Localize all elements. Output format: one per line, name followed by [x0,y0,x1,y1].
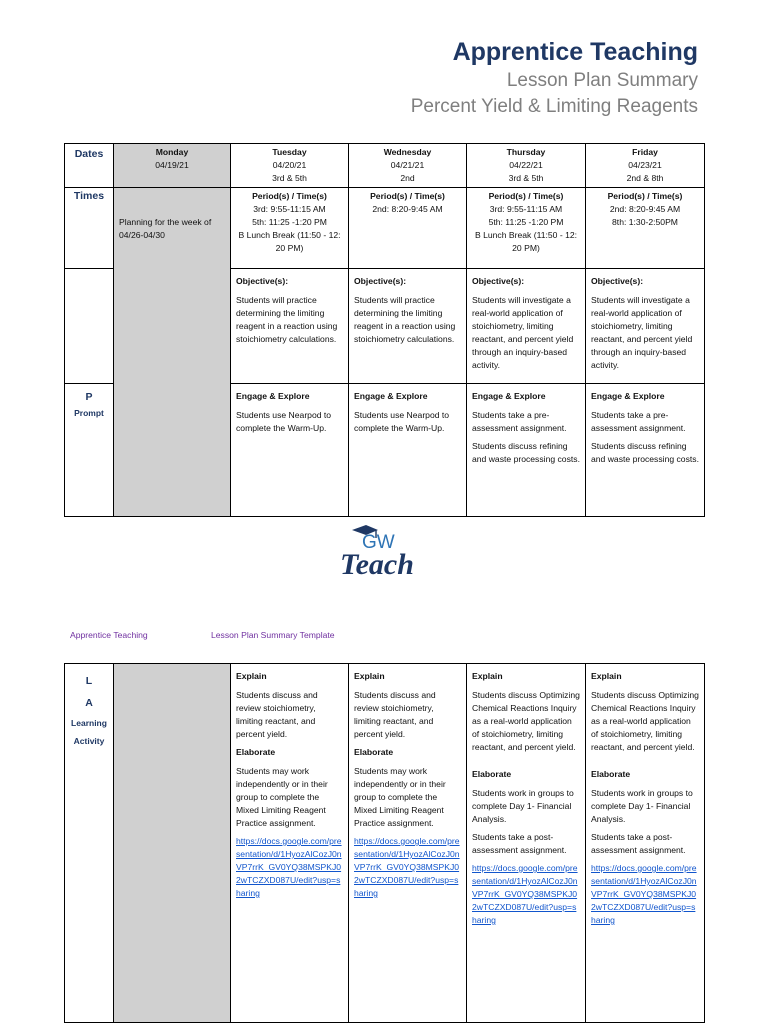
footer-right: Lesson Plan Summary Template [211,630,335,640]
times-tuesday [231,188,349,269]
logo-gw: GW [362,532,395,553]
day-periods: 3rd & 5th [508,173,544,183]
engage-label: Engage & Explore [236,391,310,401]
gw-teach-logo [336,524,438,580]
time-line: 2nd: 8:20-9:45 AM [609,204,681,214]
dates-label: Dates [65,144,114,188]
explain-text: Students discuss and review stoichiometry, limiting reactant, and percent yield. [354,690,436,739]
engage-wednesday [349,384,467,517]
monday-note-cell [114,188,231,517]
day-header-friday [586,144,705,188]
day-periods: 3rd & 5th [272,173,307,183]
time-line: 2nd: 8:20-9:45 AM [372,204,443,214]
google-slides-link[interactable]: https://docs.google.com/presentation/d/1HyozAlCozJ0nVP7rrK_GV0YQ38MSPKJ02wTCZXD087U/edit?usp=sharing [591,863,697,925]
day-date: 04/22/21 [509,160,543,170]
p-label: P [85,391,93,403]
objective-thursday [467,269,586,384]
objective-label: Objective(s): [591,276,644,286]
lesson-plan-table-1 [64,143,705,517]
lesson-topic: Percent Yield & Limiting Reagents [410,96,698,117]
learning-tuesday [231,664,349,1023]
explain-label: Explain [236,671,267,681]
day-header-thursday [467,144,586,188]
times-friday [586,188,705,269]
page-title: Apprentice Teaching [452,38,698,66]
page-subtitle: Lesson Plan Summary [506,70,698,91]
objective-text: Students will investigate a real-world application of stoichiometry, limiting reactant, and percent yield through an inquiry-based activity. [472,295,574,370]
day-name: Thursday [506,147,546,157]
learning-friday [586,664,705,1023]
day-header-tuesday [231,144,349,188]
footer-left: Apprentice Teaching [70,630,148,640]
engage-text: Students use Nearpod to complete the Warm-Up. [236,410,332,433]
learning-activity-row-header [65,664,114,1023]
engage-label: Engage & Explore [591,391,665,401]
day-name: Monday [155,147,189,157]
elaborate-label: Elaborate [354,747,394,757]
objective-row-header [65,269,114,384]
objective-label: Objective(s): [354,276,407,286]
time-line: 5th: 11:25 -1:20 PM [488,217,564,227]
explain-text: Students discuss Optimizing Chemical Reactions Inquiry as a real-world application of stoichiometry, limiting reactant, and percent yield. [472,690,580,752]
engage-text: Students discuss refining and waste processing costs. [591,441,699,464]
explain-label: Explain [472,671,503,681]
times-thursday [467,188,586,269]
objective-wednesday [349,269,467,384]
objective-text: Students will investigate a real-world application of stoichiometry, limiting reactant, and percent yield through an inquiry-based activity. [591,295,693,370]
lesson-plan-table-2 [64,663,705,1023]
engage-text: Students discuss refining and waste processing costs. [472,441,580,464]
time-line: 5th: 11:25 -1:20 PM [252,217,327,227]
engage-text: Students take a pre-assessment assignment. [591,410,686,433]
day-periods: 2nd & 8th [626,173,664,183]
day-name: Wednesday [383,147,432,157]
engage-thursday [467,384,586,517]
activity-label: Activity [73,736,105,746]
period-label: Period(s) / Time(s) [488,191,564,201]
time-line: B Lunch Break (11:50 - 12: 20 PM) [238,230,341,253]
page-header [411,36,698,120]
a-label: A [85,697,93,709]
objective-text: Students will practice determining the limiting reagent in a reaction using stoichiometry calculations. [236,295,338,344]
day-name: Friday [632,147,658,157]
time-line: 3rd: 9:55-11:15 AM [253,204,326,214]
prompt-row-header [65,384,114,517]
objective-label: Objective(s): [236,276,289,286]
explain-text: Students discuss and review stoichiometry, limiting reactant, and percent yield. [236,690,318,739]
elaborate-text: Students work in groups to complete Day 1- Financial Analysis. [591,788,693,824]
elaborate-text: Students may work independently or in their group to complete the Mixed Limiting Reagent Practice assignment. [236,766,328,828]
day-header-wednesday [349,144,467,188]
learning-wednesday [349,664,467,1023]
engage-tuesday [231,384,349,517]
elaborate-text: Students work in groups to complete Day 1- Financial Analysis. [472,788,574,824]
objective-label: Objective(s): [472,276,525,286]
day-date: 04/20/21 [272,160,307,170]
elaborate-label: Elaborate [591,769,631,779]
elaborate-text: Students take a post-assessment assignment. [472,832,567,855]
engage-label: Engage & Explore [472,391,546,401]
engage-label: Engage & Explore [354,391,428,401]
day-periods: 2nd [400,173,415,183]
learning-label: Learning [71,718,107,728]
time-line: 8th: 1:30-2:50PM [612,217,678,227]
google-slides-link[interactable]: https://docs.google.com/presentation/d/1HyozAlCozJ0nVP7rrK_GV0YQ38MSPKJ02wTCZXD087U/edit?usp=sharing [236,836,342,898]
day-date: 04/19/21 [155,160,189,170]
monday-learning-cell [114,664,231,1023]
day-header-monday [114,144,231,188]
prompt-label: Prompt [74,408,104,418]
objective-text: Students will practice determining the limiting reagent in a reaction using stoichiometry calculations. [354,295,456,344]
elaborate-label: Elaborate [236,747,276,757]
google-slides-link[interactable]: https://docs.google.com/presentation/d/1HyozAlCozJ0nVP7rrK_GV0YQ38MSPKJ02wTCZXD087U/edit?usp=sharing [472,863,578,925]
day-date: 04/23/21 [628,160,662,170]
elaborate-text: Students take a post-assessment assignment. [591,832,686,855]
google-slides-link[interactable]: https://docs.google.com/presentation/d/1HyozAlCozJ0nVP7rrK_GV0YQ38MSPKJ02wTCZXD087U/edit?usp=sharing [354,836,460,898]
day-name: Tuesday [272,147,307,157]
period-label: Period(s) / Time(s) [252,191,327,201]
l-label: L [85,675,93,687]
logo-teach: Teach [340,548,414,580]
learning-thursday [467,664,586,1023]
period-label: Period(s) / Time(s) [370,191,445,201]
elaborate-text: Students may work independently or in their group to complete the Mixed Limiting Reagent Practice assignment. [354,766,446,828]
objective-friday [586,269,705,384]
period-label: Period(s) / Time(s) [607,191,683,201]
monday-note: Planning for the week of 04/26-04/30 [119,217,212,240]
time-line: 3rd: 9:55-11:15 AM [489,204,563,214]
elaborate-label: Elaborate [472,769,512,779]
objective-tuesday [231,269,349,384]
times-label: Times [65,188,114,269]
explain-label: Explain [591,671,622,681]
times-wednesday [349,188,467,269]
explain-label: Explain [354,671,385,681]
time-line: B Lunch Break (11:50 - 12: 20 PM) [474,230,578,253]
engage-text: Students take a pre-assessment assignment. [472,410,567,433]
day-date: 04/21/21 [390,160,425,170]
engage-text: Students use Nearpod to complete the Warm-Up. [354,410,450,433]
engage-friday [586,384,705,517]
explain-text: Students discuss Optimizing Chemical Reactions Inquiry as a real-world application of stoichiometry, limiting reactant, and percent yield. [591,690,699,752]
